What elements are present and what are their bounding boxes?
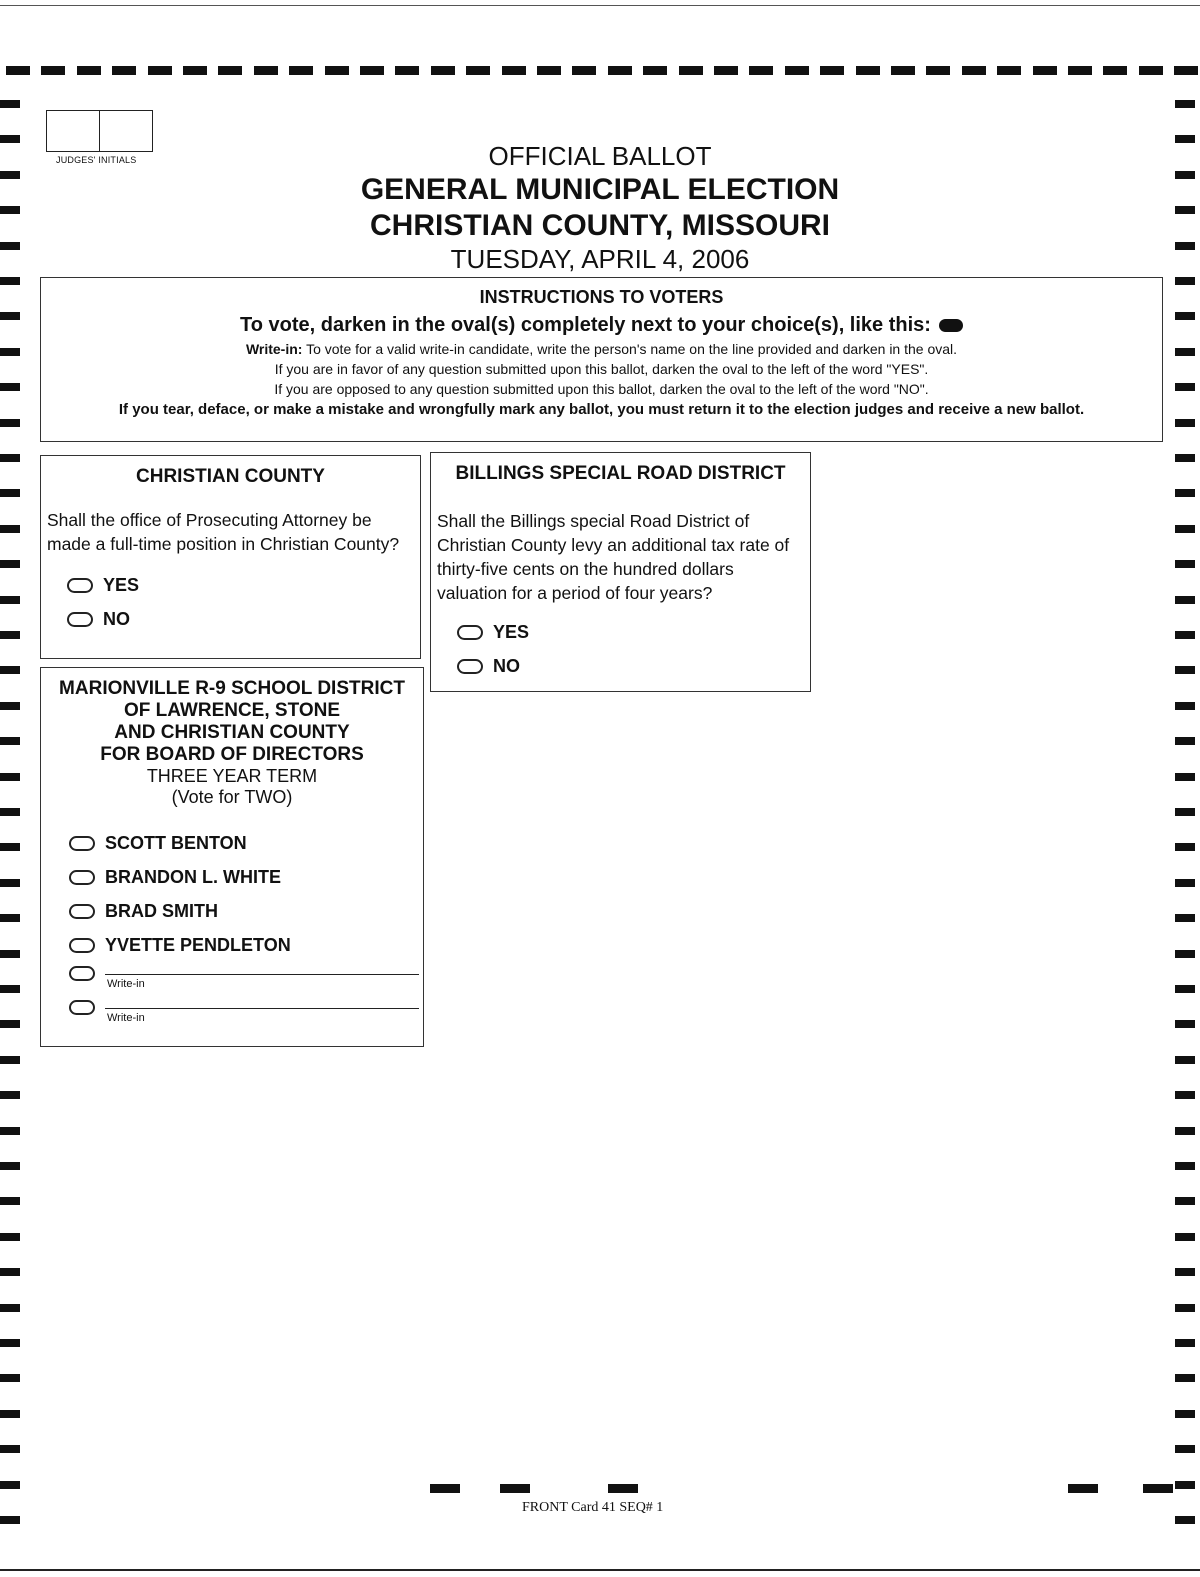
writein-label: Write-in <box>107 1012 145 1024</box>
timing-mark <box>1175 773 1195 781</box>
timing-mark <box>1175 1410 1195 1418</box>
oval-icon[interactable] <box>457 625 483 640</box>
timing-mark <box>0 1268 20 1276</box>
timing-mark <box>820 66 844 75</box>
timing-mark <box>1175 383 1195 391</box>
marionville-school-board-contest <box>40 667 424 1047</box>
timing-mark <box>926 66 950 75</box>
timing-mark <box>1175 1374 1195 1382</box>
judge-initial-box-1[interactable] <box>46 110 100 152</box>
footer-mark <box>500 1484 530 1493</box>
timing-mark <box>1068 66 1092 75</box>
contest-title-line-3: AND CHRISTIAN COUNTY <box>114 722 350 743</box>
timing-mark <box>1175 525 1195 533</box>
timing-mark <box>1175 1127 1195 1135</box>
footer-mark <box>1143 1484 1173 1493</box>
contest-title: BILLINGS SPECIAL ROAD DISTRICT <box>455 463 786 484</box>
timing-mark <box>1175 135 1195 143</box>
timing-marks-right <box>1175 100 1200 1540</box>
timing-mark <box>1175 1197 1195 1205</box>
timing-mark <box>572 66 596 75</box>
instructions-tear: If you tear, deface, or make a mistake and wrongfully mark any ballot, you must return it to the election judges and receive a new ballot. <box>118 401 1085 418</box>
timing-mark <box>1175 1481 1195 1489</box>
timing-mark <box>0 1339 20 1347</box>
timing-mark <box>0 985 20 993</box>
footer-mark <box>608 1484 638 1493</box>
timing-mark <box>1175 1516 1195 1524</box>
timing-mark <box>1175 985 1195 993</box>
contest-title-line-1: MARIONVILLE R-9 SCHOOL DISTRICT <box>59 678 405 699</box>
writein-line[interactable] <box>105 1008 419 1029</box>
timing-mark <box>1103 66 1127 75</box>
timing-mark <box>0 1445 20 1453</box>
instructions-title: INSTRUCTIONS TO VOTERS <box>479 287 724 307</box>
timing-mark <box>1175 206 1195 214</box>
timing-mark <box>1175 1091 1195 1099</box>
timing-mark <box>997 66 1021 75</box>
timing-mark <box>0 1056 20 1064</box>
timing-mark <box>0 702 20 710</box>
judge-initial-box-2[interactable] <box>100 110 153 152</box>
option-yes[interactable] <box>67 568 420 602</box>
timing-mark <box>749 66 773 75</box>
timing-mark <box>1175 1233 1195 1241</box>
timing-mark <box>1175 560 1195 568</box>
timing-mark <box>1175 843 1195 851</box>
instructions-favor: If you are in favor of any question submitted upon this ballot, darken the oval to the left of the word "YES". <box>274 361 929 377</box>
timing-mark <box>0 1374 20 1382</box>
timing-mark <box>0 277 20 285</box>
timing-mark <box>0 419 20 427</box>
ballot-header <box>300 140 900 274</box>
timing-mark <box>0 773 20 781</box>
oval-icon[interactable] <box>69 938 95 953</box>
writein-label: Write-in: <box>245 341 303 357</box>
oval-icon[interactable] <box>67 578 93 593</box>
timing-mark <box>1175 1056 1195 1064</box>
option-no[interactable] <box>457 649 810 683</box>
timing-mark <box>0 879 20 887</box>
county-name: CHRISTIAN COUNTY, MISSOURI <box>369 209 831 242</box>
timing-mark <box>1175 1445 1195 1453</box>
timing-mark <box>714 66 738 75</box>
filled-oval-example-icon <box>939 319 963 332</box>
timing-mark <box>0 1127 20 1135</box>
timing-mark <box>1139 66 1163 75</box>
timing-mark <box>1175 1020 1195 1028</box>
timing-mark <box>0 525 20 533</box>
timing-mark <box>0 843 20 851</box>
oval-icon[interactable] <box>69 1000 95 1015</box>
timing-mark <box>0 666 20 674</box>
timing-mark <box>218 66 242 75</box>
oval-icon[interactable] <box>67 612 93 627</box>
timing-mark <box>0 1091 20 1099</box>
timing-mark <box>0 1020 20 1028</box>
oval-icon[interactable] <box>69 836 95 851</box>
oval-icon[interactable] <box>69 966 95 981</box>
timing-mark <box>0 1516 20 1524</box>
timing-mark <box>1175 702 1195 710</box>
timing-mark <box>0 100 20 108</box>
timing-mark <box>856 66 880 75</box>
timing-mark <box>1175 489 1195 497</box>
timing-mark <box>0 560 20 568</box>
timing-mark <box>643 66 667 75</box>
contest-question: Shall the Billings special Road District of Christian County levy an additional tax rate of thirty-five cents on the hundred dollars valuation for a period of four years? <box>437 511 790 603</box>
timing-mark <box>0 950 20 958</box>
writein-option-2[interactable] <box>69 998 419 1032</box>
timing-mark <box>6 66 30 75</box>
timing-mark <box>1175 950 1195 958</box>
candidate-name: BRANDON L. WHITE <box>105 866 281 887</box>
timing-mark <box>1175 914 1195 922</box>
timing-mark <box>1175 631 1195 639</box>
card-sequence-label: FRONT Card 41 SEQ# 1 <box>522 1500 664 1515</box>
contest-title-line-2: OF LAWRENCE, STONE <box>123 700 341 721</box>
timing-mark <box>1175 171 1195 179</box>
timing-mark <box>1175 1304 1195 1312</box>
timing-mark <box>0 206 20 214</box>
timing-mark <box>1175 312 1195 320</box>
timing-mark <box>1175 242 1195 250</box>
timing-mark <box>1175 666 1195 674</box>
timing-mark <box>41 66 65 75</box>
timing-mark <box>1175 1339 1195 1347</box>
ballot-title: OFFICIAL BALLOT <box>488 141 712 171</box>
timing-mark <box>1175 1268 1195 1276</box>
candidate-option[interactable] <box>69 860 423 894</box>
timing-mark <box>0 1162 20 1170</box>
timing-mark <box>325 66 349 75</box>
candidate-name: SCOTT BENTON <box>105 832 247 853</box>
timing-mark <box>0 1481 20 1489</box>
timing-mark <box>785 66 809 75</box>
judges-initials <box>46 110 153 165</box>
contest-title: CHRISTIAN COUNTY <box>136 466 325 487</box>
christian-county-contest <box>40 455 421 659</box>
timing-mark <box>0 135 20 143</box>
timing-mark <box>502 66 526 75</box>
timing-mark <box>1174 66 1198 75</box>
option-label: YES <box>493 621 530 642</box>
timing-mark <box>0 596 20 604</box>
timing-mark <box>1175 737 1195 745</box>
timing-mark <box>0 808 20 816</box>
timing-mark <box>962 66 986 75</box>
instructions-oppose: If you are opposed to any question submitted upon this ballot, darken the oval to the left of the word "NO". <box>274 381 929 397</box>
option-yes[interactable] <box>457 615 810 649</box>
timing-marks-top <box>0 66 1200 76</box>
timing-mark <box>0 1233 20 1241</box>
top-rule <box>0 5 1200 6</box>
timing-mark <box>608 66 632 75</box>
contest-term: THREE YEAR TERM <box>146 766 318 786</box>
timing-mark <box>0 631 20 639</box>
candidate-option[interactable] <box>69 826 423 860</box>
timing-mark <box>148 66 172 75</box>
timing-mark <box>1175 454 1195 462</box>
timing-mark <box>0 737 20 745</box>
timing-mark <box>0 1304 20 1312</box>
timing-mark <box>537 66 561 75</box>
billings-road-district-contest <box>430 452 811 692</box>
timing-mark <box>0 312 20 320</box>
timing-mark <box>0 489 20 497</box>
bottom-rule <box>0 1569 1200 1571</box>
instructions-writein <box>41 341 1162 357</box>
option-no[interactable] <box>67 602 420 636</box>
instructions-box <box>40 277 1163 442</box>
option-label: YES <box>103 574 140 595</box>
option-label: NO <box>493 655 520 676</box>
timing-mark <box>891 66 915 75</box>
oval-icon[interactable] <box>69 904 95 919</box>
election-name: GENERAL MUNICIPAL ELECTION <box>360 173 840 206</box>
timing-mark <box>1033 66 1057 75</box>
candidate-option[interactable] <box>69 894 423 928</box>
judges-initials-label: JUDGES' INITIALS <box>56 155 137 165</box>
timing-mark <box>1175 277 1195 285</box>
timing-mark <box>254 66 278 75</box>
timing-mark <box>1175 879 1195 887</box>
writein-label: Write-in <box>107 978 145 990</box>
timing-mark <box>1175 808 1195 816</box>
timing-mark <box>1175 1162 1195 1170</box>
instructions-main-text: To vote, darken in the oval(s) completely next to your choice(s), like this: <box>240 314 931 336</box>
candidate-name: BRAD SMITH <box>105 900 218 921</box>
footer-mark <box>430 1484 460 1493</box>
timing-mark <box>395 66 419 75</box>
footer-mark <box>1068 1484 1098 1493</box>
option-label: NO <box>103 608 130 629</box>
timing-mark <box>289 66 313 75</box>
election-date: TUESDAY, APRIL 4, 2006 <box>450 244 750 274</box>
timing-mark <box>0 383 20 391</box>
oval-icon[interactable] <box>69 870 95 885</box>
timing-mark <box>0 1197 20 1205</box>
timing-mark <box>1175 348 1195 356</box>
oval-icon[interactable] <box>457 659 483 674</box>
contest-vote-for: (Vote for TWO) <box>171 787 293 807</box>
contest-title-line-4: FOR BOARD OF DIRECTORS <box>100 744 364 765</box>
candidate-option[interactable] <box>69 928 423 962</box>
timing-mark <box>1175 100 1195 108</box>
contest-question: Shall the office of Prosecuting Attorney be made a full-time position in Christian County? <box>47 510 400 554</box>
writein-text: To vote for a valid write-in candidate, write the person's name on the line provided and darken in the oval. <box>306 341 958 357</box>
timing-mark <box>112 66 136 75</box>
writein-line[interactable] <box>105 974 419 995</box>
timing-mark <box>1175 596 1195 604</box>
timing-mark <box>0 1410 20 1418</box>
timing-mark <box>0 914 20 922</box>
timing-mark <box>77 66 101 75</box>
timing-mark <box>360 66 384 75</box>
timing-mark <box>0 242 20 250</box>
contest-header <box>41 678 423 808</box>
timing-mark <box>0 348 20 356</box>
timing-mark <box>679 66 703 75</box>
timing-mark <box>0 171 20 179</box>
candidate-name: YVETTE PENDLETON <box>105 934 291 955</box>
timing-mark <box>0 454 20 462</box>
timing-mark <box>466 66 490 75</box>
timing-mark <box>1175 419 1195 427</box>
timing-mark <box>183 66 207 75</box>
timing-mark <box>431 66 455 75</box>
timing-marks-left <box>0 100 22 1540</box>
writein-option-1[interactable] <box>69 964 419 998</box>
instructions-main <box>41 314 1162 337</box>
